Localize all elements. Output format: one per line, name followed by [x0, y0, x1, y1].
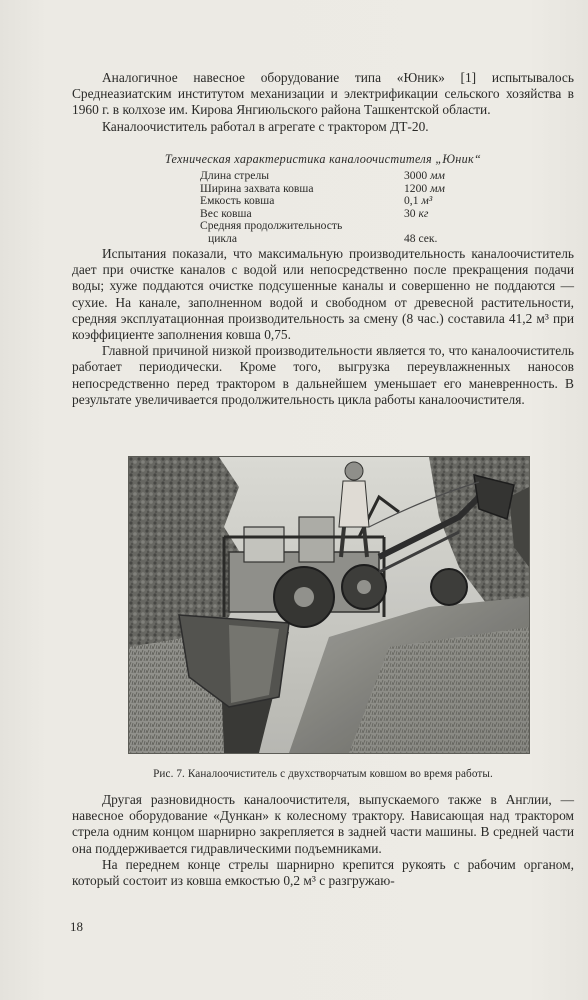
- spec-value: 1200: [404, 181, 428, 195]
- spec-value: 0,1: [404, 194, 419, 208]
- spec-row: [200, 233, 445, 246]
- spec-unit: кг: [418, 206, 429, 220]
- canal-cleaner-photo-illustration: [129, 457, 529, 753]
- spec-table: [200, 170, 445, 246]
- paragraph: Испытания показали, что максимальную производительность каналоочиститель дает при очистке каналов с водой или непосредственно после прекращения подачи воды; хуже поддаются очистке подсушенные каналы и совершенно не поддаются — сухие. На канале, заполненном водой и свободном от древесной растительности, средняя эксплуатационная производительность за смену (8 час.) составила 41,2 м³ при коэффициенте заполнения ковша 0,75.: [72, 246, 574, 343]
- spec-value-cell: [404, 208, 445, 221]
- spec-label: цикла: [208, 231, 237, 245]
- spec-title: Техническая характеристика каналоочистителя „Юник“: [164, 152, 482, 166]
- figure-photo: [128, 456, 530, 754]
- spec-label: Длина стрелы: [200, 169, 270, 182]
- spec-value: 30: [404, 206, 416, 220]
- spec-value: 3000: [404, 169, 428, 182]
- figure-caption: Рис. 7. Каналоочиститель с двухстворчатым ковшом во время работы.: [153, 768, 493, 780]
- page-number: 18: [70, 919, 83, 934]
- spec-unit: мм: [430, 181, 445, 195]
- spec-label: Вес ковша: [200, 206, 252, 220]
- paragraph: Главной причиной низкой производительности является то, что каналоочиститель работает периодически. Кроме того, выгрузка переувлажненных наносов непосредственно перед трактором в дальнейшем уменьшает его маневренность. В результате увеличивается продолжительность цикла работы каналоочистителя.: [72, 343, 574, 407]
- text-block-bottom: [72, 792, 574, 889]
- spec-label: Ширина захвата ковша: [200, 181, 314, 195]
- text-block-middle: [72, 246, 574, 408]
- spec-unit: м³: [421, 194, 433, 208]
- paragraph: Аналогичное навесное оборудование типа «Юник» [1] испытывалось Среднеазиатским институтом механизации и электрификации сельского хозяйства в 1960 г. в колхозе им. Кирова Янгиюльского района Ташкентской области.: [72, 70, 574, 118]
- text-block-top: [72, 70, 574, 135]
- spec-label: Средняя продолжительность: [200, 219, 343, 233]
- spec-value-cell: [404, 233, 445, 246]
- spec-unit: мм: [430, 169, 445, 182]
- paragraph: На переднем конце стрелы шарнирно крепится рукоять с рабочим органом, который состоит из ковша емкостью 0,2 м³ с разгружаю-: [72, 856, 574, 889]
- paragraph: Каналоочиститель работал в агрегате с трактором ДТ-20.: [102, 118, 429, 134]
- spec-label: Емкость ковша: [200, 194, 275, 208]
- paragraph: Другая разновидность каналоочистителя, выпускаемого также в Англии, — навесное оборудование «Дункан» к колесному трактору. Нависающая над трактором стрела одним концом шарнирно закрепляется в задней части машины. В средней части она поддерживается гидравлическими подъемниками.: [72, 792, 574, 856]
- spec-value: 48 сек.: [404, 231, 438, 245]
